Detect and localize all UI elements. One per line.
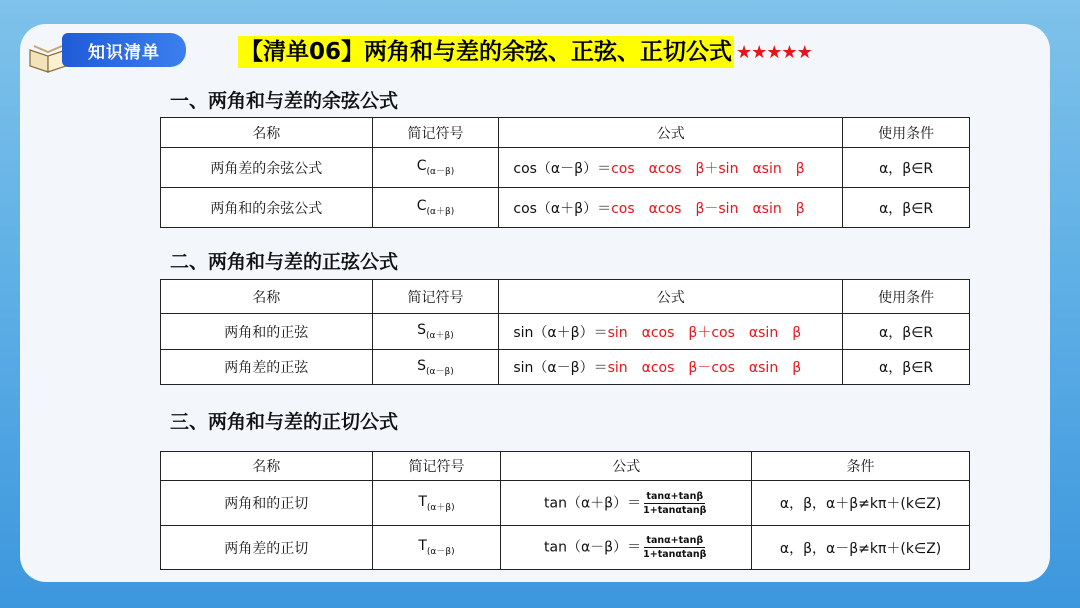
formula-name: 两角差的余弦公式: [161, 148, 373, 188]
condition: α，β∈R: [843, 314, 970, 350]
tan-formula-table: [160, 451, 970, 570]
fraction: $\frac{\tan\alpha+\tan\beta}{1+\tan\alpha\tan\beta}$: [643, 490, 707, 516]
table-row: [161, 148, 970, 188]
col-header: 简记符号: [372, 118, 499, 148]
section-heading-tan: 三、两角和与差的正切公式: [170, 411, 399, 433]
col-header: 公式: [499, 280, 843, 314]
formula: tan（α＋β）＝ $\frac{\tan\alpha+\tan\beta}{1+\tan\alpha\tan\beta}$: [501, 481, 752, 526]
formula-symbol: $C_{(\alpha-\beta)}$: [372, 148, 499, 188]
col-header: 使用条件: [843, 280, 970, 314]
col-header: 名称: [161, 452, 373, 481]
table-header-row: [161, 280, 970, 314]
condition: α，β，α＋β≠kπ＋(k∈Z): [752, 481, 970, 526]
table-row: [161, 350, 970, 385]
formula-name: 两角差的正切: [161, 526, 373, 570]
col-header: 使用条件: [843, 118, 970, 148]
table-row: [161, 481, 970, 526]
section-heading-cos: 一、两角和与差的余弦公式: [170, 90, 399, 112]
formula: tan（α－β）＝ $\frac{\tan\alpha+\tan\beta}{1+\tan\alpha\tan\beta}$: [501, 526, 752, 570]
table-header-row: [161, 452, 970, 481]
table-row: [161, 314, 970, 350]
formula-symbol: $S_{(\alpha-\beta)}$: [372, 350, 499, 385]
table-row: [161, 526, 970, 570]
col-header: 名称: [161, 280, 373, 314]
formula-symbol: $T_{(\alpha+\beta)}$: [372, 481, 501, 526]
condition: α，β∈R: [843, 148, 970, 188]
formula-name: 两角和的余弦公式: [161, 188, 373, 228]
formula: cos（α－β）＝cos αcos β＋sin αsin β: [499, 148, 843, 188]
table-row: [161, 188, 970, 228]
section-heading-sin: 二、两角和与差的正弦公式: [170, 251, 399, 273]
formula-symbol: $C_{(\alpha+\beta)}$: [372, 188, 499, 228]
formula-name: 两角和的正弦: [161, 314, 373, 350]
formula: sin（α－β）＝sin αcos β－cos αsin β: [499, 350, 843, 385]
formula: sin（α＋β）＝sin αcos β＋cos αsin β: [499, 314, 843, 350]
formula-name: 两角和的正切: [161, 481, 373, 526]
rating-stars: ★★★★★: [736, 41, 812, 63]
knowledge-badge: 知识清单: [62, 33, 186, 67]
col-header: 条件: [752, 452, 970, 481]
col-header: 简记符号: [372, 280, 499, 314]
col-header: 公式: [501, 452, 752, 481]
table-header-row: [161, 118, 970, 148]
condition: α，β∈R: [843, 350, 970, 385]
page-title: [238, 36, 812, 68]
formula: cos（α＋β）＝cos αcos β－sin αsin β: [499, 188, 843, 228]
formula-symbol: $T_{(\alpha-\beta)}$: [372, 526, 501, 570]
condition: α，β，α－β≠kπ＋(k∈Z): [752, 526, 970, 570]
col-header: 公式: [499, 118, 843, 148]
sin-formula-table: [160, 279, 970, 385]
formula-name: 两角差的正弦: [161, 350, 373, 385]
formula-symbol: $S_{(\alpha+\beta)}$: [372, 314, 499, 350]
col-header: 简记符号: [372, 452, 501, 481]
col-header: 名称: [161, 118, 373, 148]
condition: α，β∈R: [843, 188, 970, 228]
title-text: 【清单06】两角和与差的余弦、正弦、正切公式: [238, 36, 734, 68]
cos-formula-table: [160, 117, 970, 228]
fraction: $\frac{\tan\alpha+\tan\beta}{1+\tan\alpha\tan\beta}$: [643, 535, 707, 560]
